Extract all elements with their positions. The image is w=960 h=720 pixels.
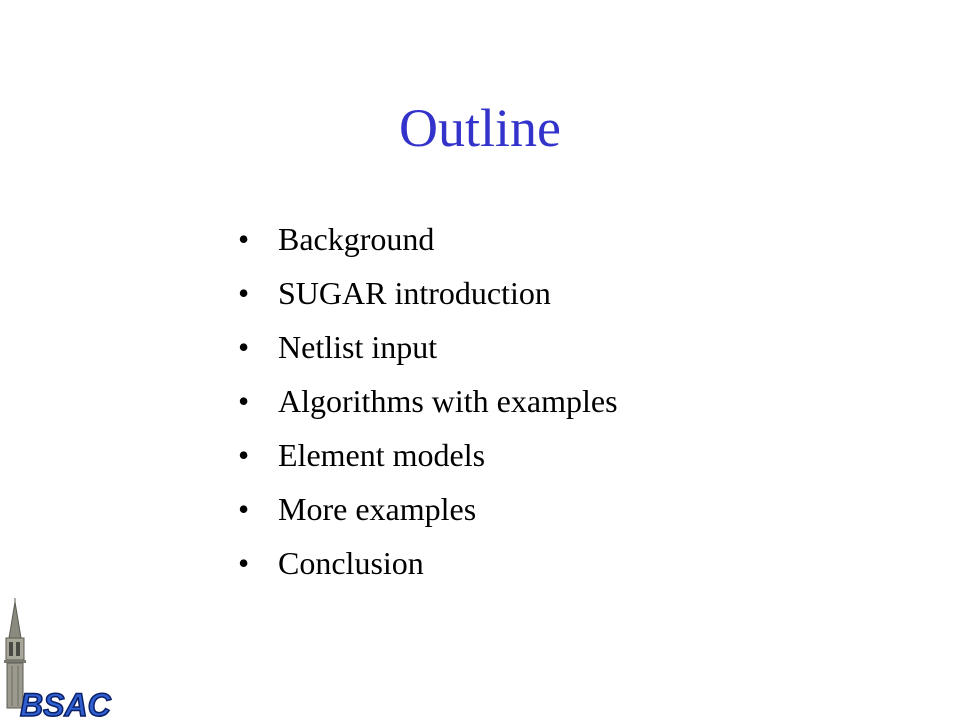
- bullet-item: [238, 320, 618, 374]
- bullet-text: Conclusion: [278, 545, 424, 581]
- bullet-item: [238, 374, 618, 428]
- bullet-dot: •: [238, 545, 250, 581]
- bullet-dot: •: [238, 329, 250, 365]
- bullet-text: More examples: [278, 491, 477, 527]
- bullet-text: Algorithms with examples: [278, 383, 618, 419]
- bullet-dot: •: [238, 437, 250, 473]
- bullet-item: [238, 428, 618, 482]
- logo-text: BSAC: [20, 687, 111, 720]
- bullet-dot: •: [238, 275, 250, 311]
- bullet-text: SUGAR introduction: [278, 275, 551, 311]
- bullet-dot: •: [238, 221, 250, 257]
- bullet-dot: •: [238, 491, 250, 527]
- bullet-item: [238, 536, 618, 590]
- bullet-item: [238, 266, 618, 320]
- bullet-text: Netlist input: [278, 329, 438, 365]
- bullet-item: [238, 482, 618, 536]
- bullet-list: [238, 212, 618, 590]
- bullet-text: Background: [278, 221, 435, 257]
- bullet-text: Element models: [278, 437, 486, 473]
- slide-title: Outline: [399, 98, 561, 158]
- bullet-dot: •: [238, 383, 250, 419]
- bsac-logo: [0, 598, 120, 720]
- bullet-item: [238, 212, 618, 266]
